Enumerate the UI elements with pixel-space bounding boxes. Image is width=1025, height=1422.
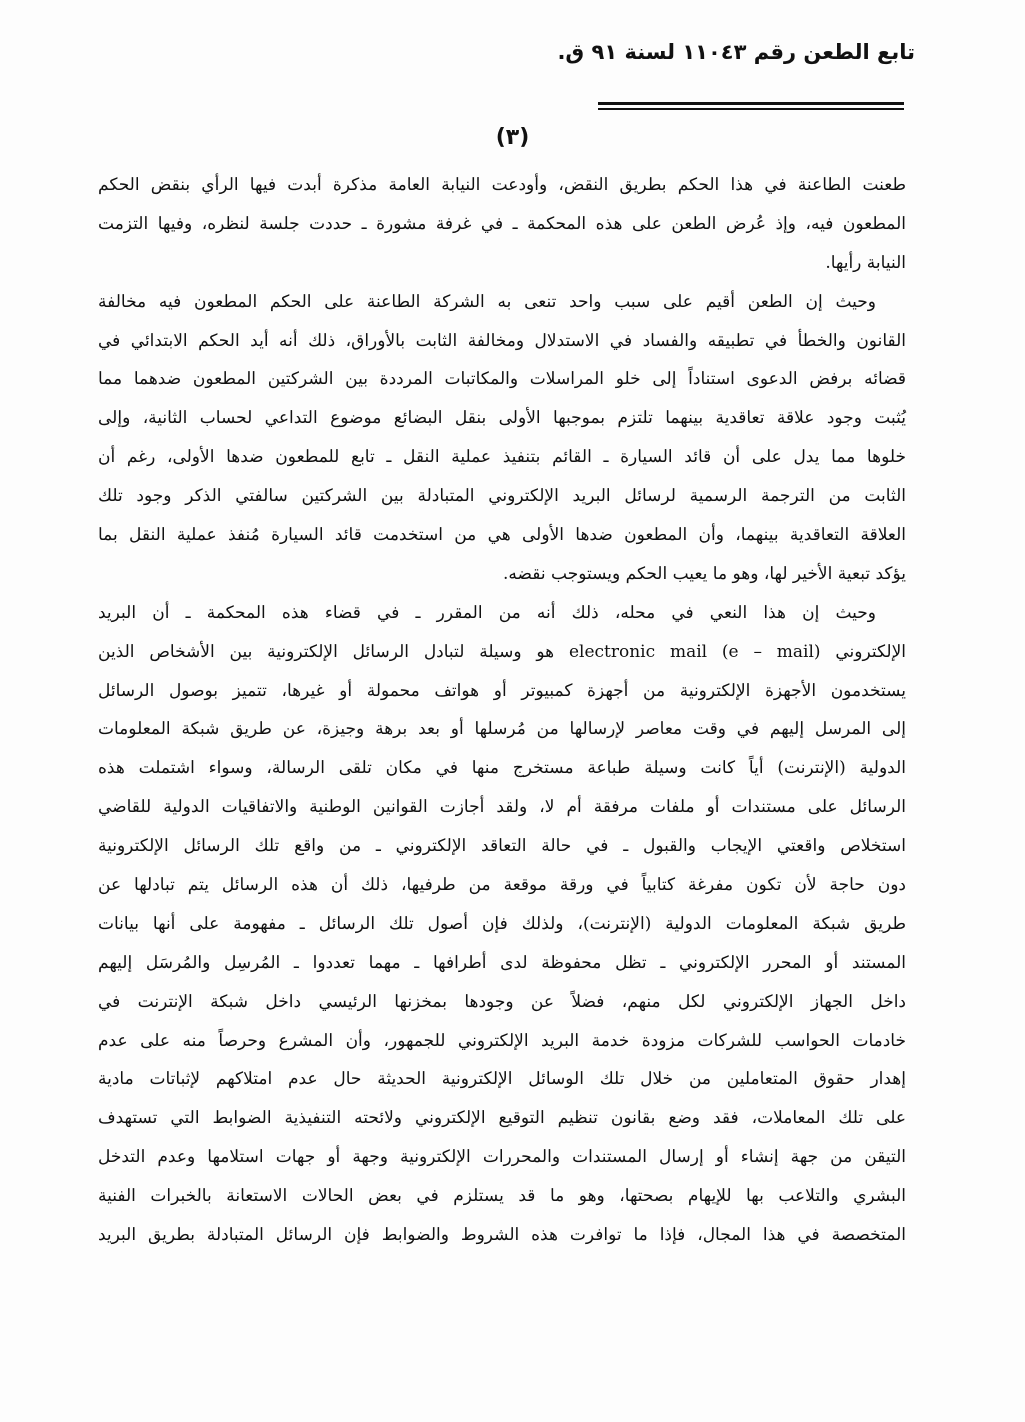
header-rule-thick <box>598 102 904 105</box>
text-line: المتخصصة في هذا المجال، فإذا ما توافرت هذه الشروط والضوابط فإن الرسائل المتبادلة بطريق البريد <box>98 1225 906 1246</box>
text-line: التيقن من جهة إنشاء أو إرسال المستندات والمحررات الإلكترونية وجهة أو جهات استلامها وعدم التدخل <box>98 1147 906 1168</box>
text-line: إلى المرسل إليهم في وقت معاصر لإرسالها من مُرسلها أو بعد برهة وجيزة، عن طريق شبكة المعلومات <box>98 719 906 740</box>
text-line: وحيث إن هذا النعي في محله، ذلك أنه من المقرر ـ في قضاء هذه المحكمة ـ أن البريد <box>98 602 876 623</box>
text-line: قضائه برفض الدعوى استناداً إلى خلو المراسلات والمكاتبات المرددة بين الشركتين المطعون ضدهما مما <box>98 369 906 390</box>
text-line: يؤكد تبعية الأخير لها، وهو ما يعيب الحكم ويستوجب نقضه. <box>503 563 906 584</box>
text-line: الثابت من الترجمة الرسمية لرسائل البريد الإلكتروني المتبادلة بين الشركتين سالفتي الذكر وجود تلك <box>98 486 906 507</box>
page-number: (٣) <box>495 125 530 150</box>
case-reference-header: تابع الطعن رقم ١١٠٤٣ لسنة ٩١ ق. <box>557 40 915 64</box>
text-line: المستند أو المحرر الإلكتروني ـ تظل محفوظة لدى أطرافها ـ مهما تعددوا ـ المُرسِل والمُرسَل إليهم <box>98 952 906 973</box>
judgment-body-text <box>98 166 906 1255</box>
text-line: إهدار حقوق المتعاملين من خلال تلك الوسائل الإلكترونية الحديثة حال عدم امتلاكهم لإثباتات مادية <box>98 1069 906 1090</box>
text-line: العلاقة التعاقدية بينهما، وأن المطعون ضدها الأولى هي من استخدمت قائد السيارة مُنفذ عملية النقل بما <box>98 525 906 546</box>
header-rule-thin <box>598 108 904 110</box>
text-line: الرسائل على مستندات أو ملفات مرفقة أم لا، ولقد أجازت القوانين الوطنية والاتفاقيات الدولية للقاضي <box>98 797 906 818</box>
text-line: البشري والتلاعب بها للإيهام بصحتها، وهو ما قد يستلزم في بعض الحالات الاستعانة بالخبرات الفنية <box>98 1186 906 1207</box>
text-line-email-definition <box>98 633 906 672</box>
text-line: النيابة رأيها. <box>825 252 906 273</box>
text-line: دون حاجة لأن تكون مفرغة كتابياً في ورقة موقعة من طرفيها، ذلك أن هذه الرسائل يتم تبادلها عن <box>98 875 907 896</box>
text-line: طريق شبكة المعلومات الدولية (الإنترنت)، ولذلك فإن أصول تلك الرسائل ـ مفهومة على أنها بيانات <box>98 913 906 934</box>
text-line: استخلاص واقعتي الإيجاب والقبول ـ في حالة التعاقد الإلكتروني ـ من واقع تلك الرسائل الإلكترونية <box>98 836 906 857</box>
text-line: يُثبت وجود علاقة تعاقدية بينهما تلتزم بموجبها الأولى بنقل البضائع موضوع التداعي لحساب الثانية، وإلى <box>98 408 906 429</box>
text-line: القانون والخطأ في تطبيقه والفساد في الاستدلال ومخالفة الثابت بالأوراق، ذلك أنه أيد الحكم الابتدائي في <box>98 330 906 351</box>
text-line: الدولية (الإنترنت) أياً كانت وسيلة طباعة مستخرج منها في مكان تلقى الرسالة، وسواء اشتملت هذه <box>98 758 906 779</box>
text-line: يستخدمون الأجهزة الإلكترونية من أجهزة كمبيوتر أو هواتف محمولة أو غيرها، تتميز بوصول الرسائل <box>98 680 906 701</box>
text-line: خادمات الحواسب للشركات مزودة خدمة البريد الإلكتروني للجمهور، وأن المشرع وحرصاً منه على عدم <box>98 1030 906 1051</box>
email-term: الإلكتروني (electronic mail (e – mail <box>568 641 906 662</box>
text-line: طعنت الطاعنة في هذا الحكم بطريق النقض، وأودعت النيابة العامة مذكرة أبدت فيها الرأي بنقض الحكم <box>98 175 907 195</box>
text-line-remainder: هو وسيلة لتبادل الرسائل الإلكترونية بين الأشخاص الذين <box>98 641 555 662</box>
text-line: على تلك المعاملات، فقد وضع بقانون تنظيم التوقيع الإلكتروني ولائحته التنفيذية الضوابط التي تستهدف <box>98 1108 906 1129</box>
text-line: المطعون فيه، وإذ عُرض الطعن على هذه المحكمة ـ في غرفة مشورة ـ حددت جلسة لنظره، وفيها التزمت <box>98 213 906 234</box>
text-line: خلوها مما يدل على أن قائد السيارة ـ القائم بتنفيذ عملية النقل ـ تابع للمطعون ضدها الأولى، رغم أن <box>98 447 906 468</box>
text-line: وحيث إن الطعن أقيم على سبب واحد تنعى به الشركة الطاعنة على الحكم المطعون فيه مخالفة <box>98 291 876 312</box>
text-line: داخل الجهاز الإلكتروني لكل منهم، فضلاً عن وجودها بمخزنها الرئيسي داخل شبكة الإنترنت في <box>98 991 906 1012</box>
